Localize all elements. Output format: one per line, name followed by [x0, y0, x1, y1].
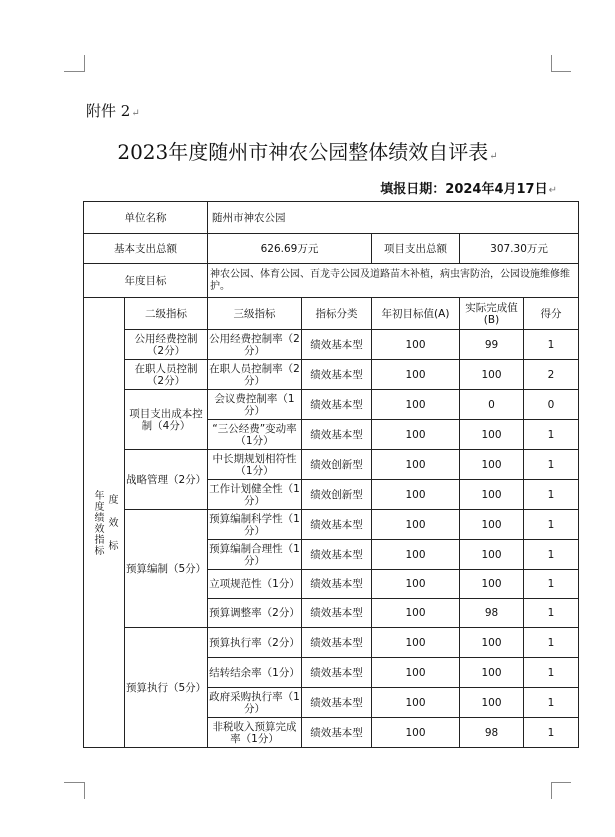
level3-cell: 预算编制合理性（1分） [208, 540, 302, 570]
spending-row [84, 234, 579, 264]
unit-row [84, 202, 579, 234]
crop-mark-bottom-left-v [84, 782, 85, 799]
category-cell: 绩效创新型 [302, 450, 372, 480]
category-cell: 绩效基本型 [302, 628, 372, 658]
target-cell: 100 [372, 688, 460, 718]
target-cell: 100 [372, 718, 460, 748]
target-cell: 100 [372, 658, 460, 688]
category-cell: 绩效基本型 [302, 599, 372, 628]
score-cell: 1 [524, 330, 579, 360]
unit-value: 随州市神农公园 [208, 202, 579, 234]
score-cell: 2 [524, 360, 579, 390]
level2-cell: 在职人员控制（2分） [125, 360, 208, 390]
table-row [84, 628, 579, 658]
attachment-label: 附件 2↵ [86, 102, 140, 120]
page-title: 2023年度随州市神农公园整体绩效自评表↵ [117, 140, 498, 164]
target-cell: 100 [372, 510, 460, 540]
target-cell: 100 [372, 480, 460, 510]
level3-cell: 工作计划健全性（1分） [208, 480, 302, 510]
score-cell: 1 [524, 718, 579, 748]
score-cell: 1 [524, 540, 579, 570]
actual-cell: 100 [460, 360, 524, 390]
target-cell: 100 [372, 360, 460, 390]
outer-label-a: 年度绩效指标 [92, 489, 103, 556]
actual-cell: 100 [460, 450, 524, 480]
fill-date: 填报日期：2024年4月17日↵ [380, 182, 557, 197]
target-cell: 100 [372, 570, 460, 599]
category-cell: 绩效基本型 [302, 420, 372, 450]
level2-cell: 预算执行（5分） [125, 628, 208, 748]
level3-cell: 预算调整率（2分） [208, 599, 302, 628]
score-cell: 1 [524, 510, 579, 540]
score-cell: 1 [524, 570, 579, 599]
actual-cell: 98 [460, 599, 524, 628]
target-cell: 100 [372, 599, 460, 628]
target-cell: 100 [372, 540, 460, 570]
score-cell: 1 [524, 658, 579, 688]
goal-row [84, 264, 579, 298]
actual-cell: 100 [460, 510, 524, 540]
level2-cell: 项目支出成本控制（4分） [125, 390, 208, 450]
actual-cell: 0 [460, 390, 524, 420]
crop-mark-top-right-h [551, 71, 571, 72]
col-level2: 二级指标 [125, 298, 208, 330]
actual-cell: 100 [460, 688, 524, 718]
level3-cell: 政府采购执行率（1分） [208, 688, 302, 718]
score-cell: 1 [524, 688, 579, 718]
target-cell: 100 [372, 450, 460, 480]
actual-cell: 99 [460, 330, 524, 360]
score-cell: 1 [524, 420, 579, 450]
target-cell: 100 [372, 390, 460, 420]
score-cell: 1 [524, 628, 579, 658]
category-cell: 绩效基本型 [302, 390, 372, 420]
level2-cell: 预算编制（5分） [125, 510, 208, 628]
level3-cell: 预算编制科学性（1分） [208, 510, 302, 540]
actual-cell: 100 [460, 628, 524, 658]
basic-spending-value: 626.69万元 [208, 234, 372, 264]
category-cell: 绩效基本型 [302, 330, 372, 360]
column-header-row [84, 298, 579, 330]
basic-spending-label: 基本支出总额 [84, 234, 208, 264]
target-cell: 100 [372, 330, 460, 360]
actual-cell: 100 [460, 658, 524, 688]
category-cell: 绩效基本型 [302, 688, 372, 718]
score-cell: 1 [524, 480, 579, 510]
table-row [84, 330, 579, 360]
category-cell: 绩效基本型 [302, 658, 372, 688]
level2-cell: 战略管理（2分） [125, 450, 208, 510]
evaluation-table [83, 201, 579, 748]
crop-mark-bottom-left-h [64, 782, 84, 783]
category-cell: 绩效基本型 [302, 570, 372, 599]
score-cell: 1 [524, 599, 579, 628]
category-cell: 绩效基本型 [302, 718, 372, 748]
col-score: 得分 [524, 298, 579, 330]
annual-goal-value: 神农公园、体育公园、百龙寺公园及道路苗木补植，病虫害防治，公园设施维修维护。 [208, 264, 579, 298]
target-cell: 100 [372, 420, 460, 450]
level3-cell: 立项规范性（1分） [208, 570, 302, 599]
actual-cell: 100 [460, 420, 524, 450]
unit-label: 单位名称 [84, 202, 208, 234]
level3-cell: 在职人员控制率（2分） [208, 360, 302, 390]
level3-cell: “三公经费”变动率（1分） [208, 420, 302, 450]
level3-cell: 公用经费控制率（2分） [208, 330, 302, 360]
category-cell: 绩效基本型 [302, 540, 372, 570]
col-level3: 三级指标 [208, 298, 302, 330]
table-row [84, 450, 579, 480]
table-row [84, 360, 579, 390]
actual-cell: 100 [460, 570, 524, 599]
level2-cell: 公用经费控制（2分） [125, 330, 208, 360]
table-row [84, 390, 579, 420]
col-target: 年初目标值(A) [372, 298, 460, 330]
col-actual: 实际完成值(B) [460, 298, 524, 330]
crop-mark-bottom-right-v [551, 782, 552, 799]
score-cell: 1 [524, 450, 579, 480]
actual-cell: 100 [460, 480, 524, 510]
actual-cell: 98 [460, 718, 524, 748]
level3-cell: 非税收入预算完成率（1分） [208, 718, 302, 748]
crop-mark-top-right-v [551, 55, 552, 72]
table-row [84, 510, 579, 540]
actual-cell: 100 [460, 540, 524, 570]
category-cell: 绩效创新型 [302, 480, 372, 510]
annual-goal-label: 年度目标 [84, 264, 208, 298]
category-cell: 绩效基本型 [302, 510, 372, 540]
level3-cell: 中长期规划相符性（1分） [208, 450, 302, 480]
level3-cell: 结转结余率（1分） [208, 658, 302, 688]
target-cell: 100 [372, 628, 460, 658]
level3-cell: 预算执行率（2分） [208, 628, 302, 658]
col-category: 指标分类 [302, 298, 372, 330]
crop-mark-top-left-h [64, 71, 84, 72]
score-cell: 0 [524, 390, 579, 420]
outer-label-b: 度 效 标 [106, 494, 117, 551]
crop-mark-bottom-right-h [551, 782, 571, 783]
crop-mark-top-left-v [84, 55, 85, 72]
level3-cell: 会议费控制率（1分） [208, 390, 302, 420]
project-spending-value: 307.30万元 [460, 234, 579, 264]
project-spending-label: 项目支出总额 [372, 234, 460, 264]
outer-indicator-label [84, 298, 125, 748]
category-cell: 绩效基本型 [302, 360, 372, 390]
